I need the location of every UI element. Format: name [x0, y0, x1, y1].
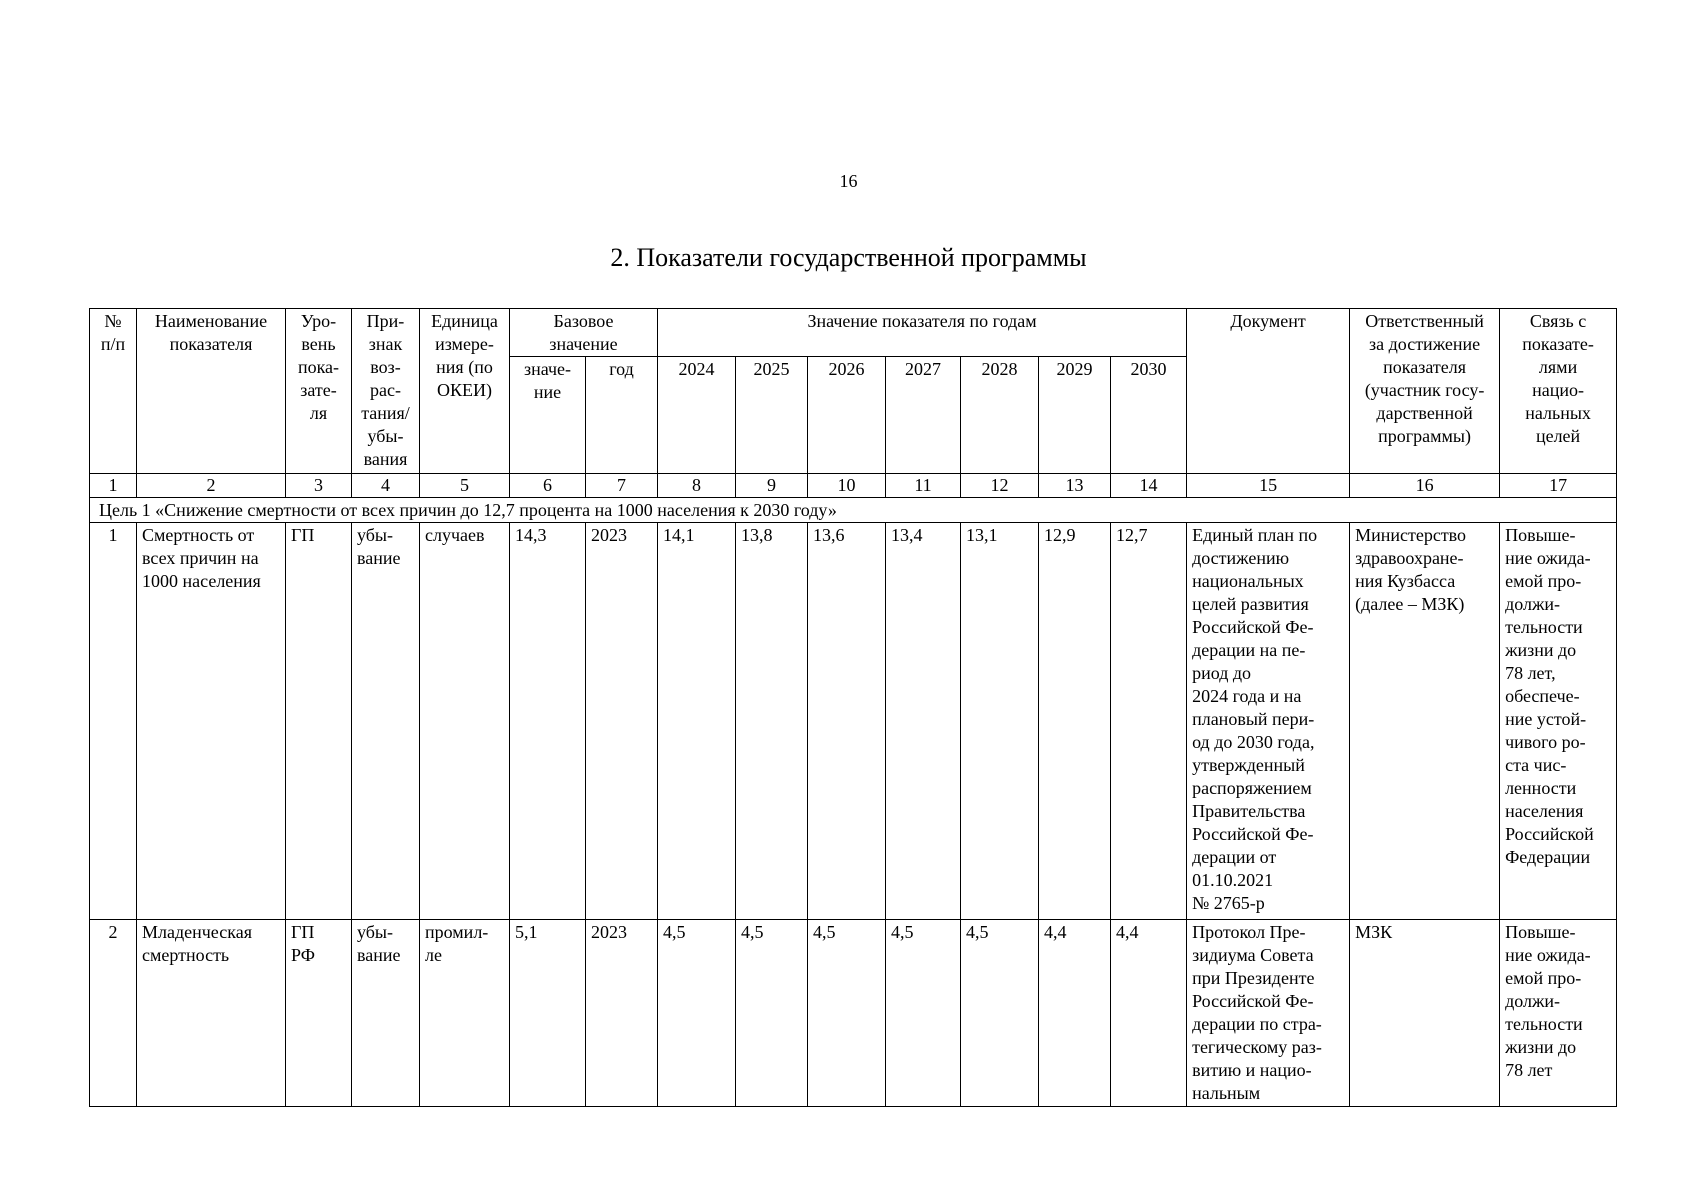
column-number: 16 — [1350, 474, 1500, 498]
row-value-2029: 12,9 — [1039, 523, 1111, 920]
header-year-2027: 2027 — [886, 357, 961, 474]
header-year-2030: 2030 — [1111, 357, 1187, 474]
row-link: Повыше- ние ожида- емой про- должи- тельности жизни до 78 лет — [1500, 920, 1617, 1107]
table-row — [90, 920, 1617, 1107]
row-value-2030: 4,4 — [1111, 920, 1187, 1107]
column-number-row — [90, 474, 1617, 498]
row-level: ГП РФ — [286, 920, 352, 1107]
row-sign: убы- вание — [352, 920, 420, 1107]
row-document: Протокол Пре- зидиума Совета при Президенте Российской Фе- дерации по стра- тегическому раз- витию и нацио- нальным — [1187, 920, 1350, 1107]
row-responsible: Министерство здравоохране- ния Кузбасса (далее – МЗК) — [1350, 523, 1500, 920]
row-value-2024: 4,5 — [658, 920, 736, 1107]
row-num: 2 — [90, 920, 137, 1107]
header-base-year: год — [586, 357, 658, 474]
row-base-value: 14,3 — [510, 523, 586, 920]
row-unit: случаев — [420, 523, 510, 920]
header-responsible: Ответственный за достижение показателя (участник госу- дарственной программы) — [1350, 309, 1500, 474]
row-value-2025: 4,5 — [736, 920, 808, 1107]
row-value-2024: 14,1 — [658, 523, 736, 920]
row-value-2028: 4,5 — [961, 920, 1039, 1107]
header-num: № п/п — [90, 309, 137, 474]
header-link: Связь с показате- лями нацио- нальных целей — [1500, 309, 1617, 474]
table-row — [90, 523, 1617, 920]
indicators-table — [89, 308, 1617, 1107]
row-name: Смертность от всех причин на 1000 населения — [137, 523, 286, 920]
page-title: 2. Показатели государственной программы — [610, 243, 1087, 272]
header-year-2026: 2026 — [808, 357, 886, 474]
row-sign: убы- вание — [352, 523, 420, 920]
header-base-value: значе- ние — [510, 357, 586, 474]
header-base: Базовое значение — [510, 309, 658, 357]
header-level: Уро- вень пока- зате- ля — [286, 309, 352, 474]
column-number: 15 — [1187, 474, 1350, 498]
column-number: 17 — [1500, 474, 1617, 498]
header-sign: При- знак воз- рас- тания/ убы- вания — [352, 309, 420, 474]
header-year-2024: 2024 — [658, 357, 736, 474]
row-base-year: 2023 — [586, 920, 658, 1107]
row-responsible: МЗК — [1350, 920, 1500, 1107]
column-number: 9 — [736, 474, 808, 498]
row-unit: промил- ле — [420, 920, 510, 1107]
goal-row — [90, 498, 1617, 523]
column-number: 2 — [137, 474, 286, 498]
row-value-2028: 13,1 — [961, 523, 1039, 920]
row-base-value: 5,1 — [510, 920, 586, 1107]
row-level: ГП — [286, 523, 352, 920]
column-number: 11 — [886, 474, 961, 498]
column-number: 12 — [961, 474, 1039, 498]
column-number: 8 — [658, 474, 736, 498]
page-number: 16 — [839, 171, 858, 191]
header-by-years: Значение показателя по годам — [658, 309, 1187, 357]
row-value-2030: 12,7 — [1111, 523, 1187, 920]
column-number: 13 — [1039, 474, 1111, 498]
header-document: Документ — [1187, 309, 1350, 474]
row-value-2026: 4,5 — [808, 920, 886, 1107]
column-number: 5 — [420, 474, 510, 498]
column-number: 7 — [586, 474, 658, 498]
row-value-2029: 4,4 — [1039, 920, 1111, 1107]
row-value-2025: 13,8 — [736, 523, 808, 920]
column-number: 14 — [1111, 474, 1187, 498]
row-link: Повыше- ние ожида- емой про- должи- тельности жизни до 78 лет, обеспече- ние устой- чивого ро- ста чис- ленности населения Российской Федерации — [1500, 523, 1617, 920]
column-number: 10 — [808, 474, 886, 498]
goal-text: Цель 1 «Снижение смертности от всех причин до 12,7 процента на 1000 населения к 2030 году» — [90, 498, 1617, 523]
header-row-1 — [90, 309, 1617, 357]
column-number: 4 — [352, 474, 420, 498]
row-name: Младенческая смертность — [137, 920, 286, 1107]
header-year-2025: 2025 — [736, 357, 808, 474]
column-number: 3 — [286, 474, 352, 498]
row-value-2027: 4,5 — [886, 920, 961, 1107]
header-year-2028: 2028 — [961, 357, 1039, 474]
column-number: 1 — [90, 474, 137, 498]
header-name: Наименование показателя — [137, 309, 286, 474]
row-value-2026: 13,6 — [808, 523, 886, 920]
row-value-2027: 13,4 — [886, 523, 961, 920]
row-document: Единый план по достижению национальных целей развития Российской Фе- дерации на пе- риод до 2024 года и на плановый пери- од до 2030 года, утвержденный распоряжением Правительства Российской Фе- дерации от 01.10.2021 № 2765-р — [1187, 523, 1350, 920]
header-unit: Единица измере- ния (по ОКЕИ) — [420, 309, 510, 474]
column-number: 6 — [510, 474, 586, 498]
header-year-2029: 2029 — [1039, 357, 1111, 474]
row-num: 1 — [90, 523, 137, 920]
row-base-year: 2023 — [586, 523, 658, 920]
